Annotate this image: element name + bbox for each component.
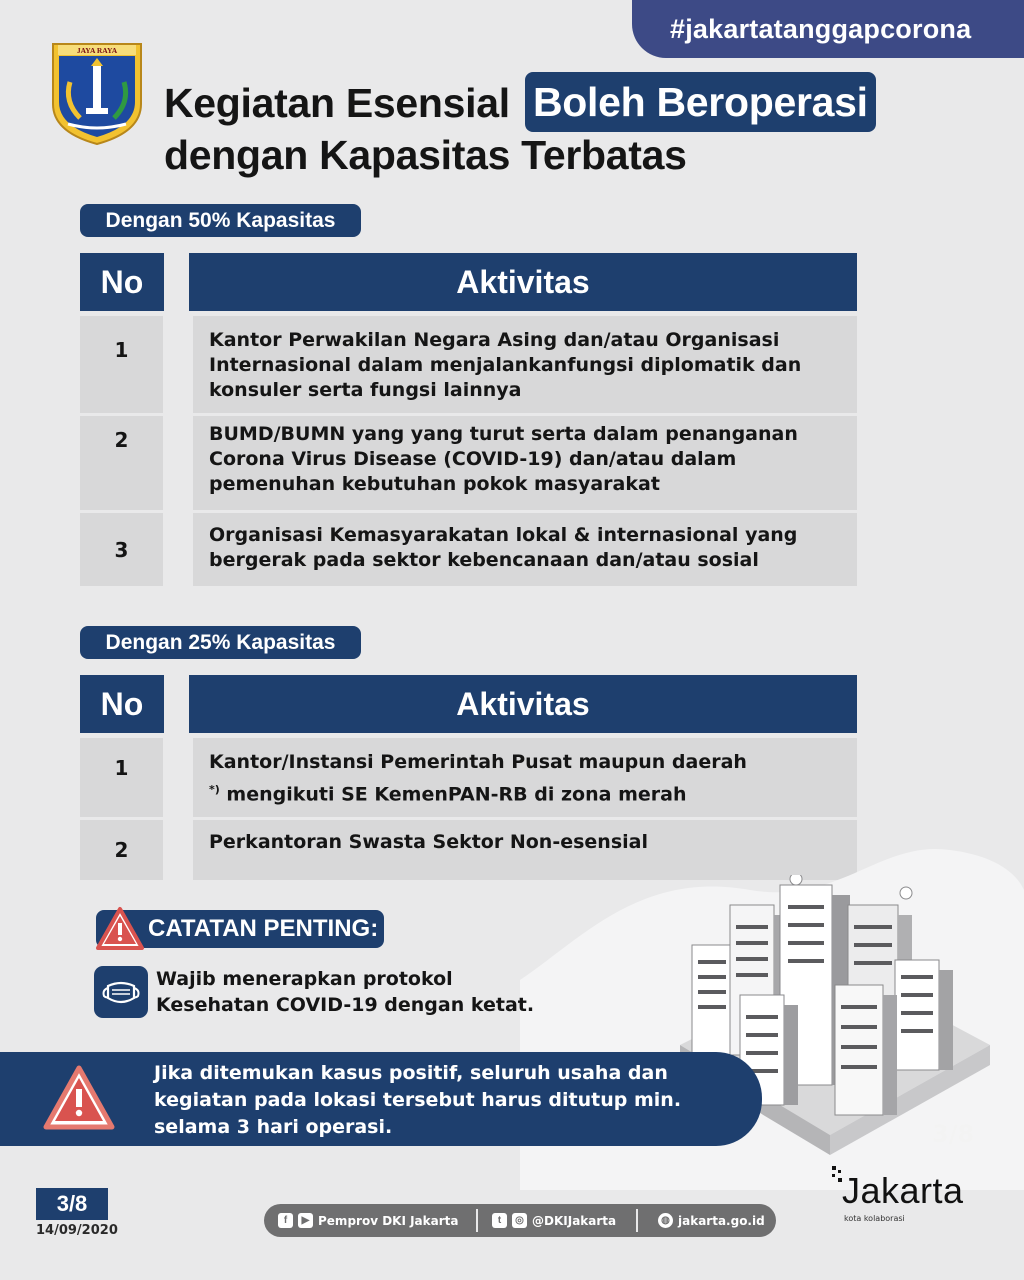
footer-twitter-instagram[interactable] [492, 1204, 616, 1237]
jakarta-wordmark: Jakarta [842, 1170, 964, 1211]
footer-facebook-youtube[interactable] [278, 1204, 458, 1237]
facebook-icon: f [278, 1213, 293, 1228]
footer-website-label: jakarta.go.id [678, 1213, 765, 1228]
jakarta-crest-logo [50, 42, 144, 146]
protokol-line2: Kesehatan COVID-19 dengan ketat. [156, 994, 535, 1016]
table25-header-no: No [80, 675, 164, 733]
crest-text: JAYA RAYA [76, 46, 118, 55]
youtube-icon: ▶ [298, 1213, 313, 1228]
warning-line1: Jika ditemukan kasus positif, seluruh usaha dan [154, 1062, 668, 1084]
table50-header-aktivitas: Aktivitas [189, 253, 857, 311]
table25-row2-no: 2 [80, 820, 163, 880]
table50-row2-line1: BUMD/BUMN yang yang turut serta dalam penanganan [209, 423, 798, 445]
table50-row3-aktivitas [193, 513, 857, 586]
table50-row3-line1: Organisasi Kemasyarakatan lokal & internasional yang [209, 524, 798, 546]
table25-row1-line1: Kantor/Instansi Pemerintah Pusat maupun daerah [209, 751, 747, 773]
footer-website[interactable] [658, 1204, 765, 1237]
table50-row2-no: 2 [80, 416, 163, 510]
footer-twitter-label: @DKIJakarta [532, 1213, 617, 1228]
protokol-line1: Wajib menerapkan protokol [156, 968, 453, 990]
table25-row1-aktivitas [193, 738, 857, 817]
table25-row1-line2: mengikuti SE KemenPAN-RB di zona merah [226, 783, 687, 806]
hashtag-tab: #jakartatanggapcorona [632, 0, 1024, 58]
footer-separator [476, 1209, 478, 1232]
illustration-page-watermark: 3/8 [932, 1120, 975, 1148]
section-25-label: Dengan 25% Kapasitas [80, 626, 361, 659]
page-title-line1: Kegiatan Esensial [164, 80, 510, 126]
face-mask-icon [94, 966, 148, 1018]
table25-header-aktivitas: Aktivitas [189, 675, 857, 733]
table50-row3-line2: bergerak pada sektor kebencanaan dan/atau sosial [209, 549, 759, 571]
table25-row1-note-mark: *) [209, 783, 220, 796]
twitter-icon: t [492, 1213, 507, 1228]
table50-row2-line2: Corona Virus Disease (COVID-19) dan/atau dalam [209, 448, 737, 470]
publish-date: 14/09/2020 [36, 1223, 118, 1238]
footer-social-bar [264, 1204, 776, 1237]
table50-row1-no: 1 [80, 316, 163, 413]
protokol-text [156, 966, 534, 1018]
table50-row2-line3: pemenuhan kebutuhan pokok masyarakat [209, 473, 660, 495]
footer-facebook-label: Pemprov DKI Jakarta [318, 1213, 459, 1228]
table50-row1-line2: Internasional dalam menjalankanfungsi diplomatik dan [209, 354, 802, 376]
jakarta-tagline: kota kolaborasi [844, 1214, 905, 1223]
section-50-label: Dengan 50% Kapasitas [80, 204, 361, 237]
table50-row2-aktivitas [193, 416, 857, 510]
page-title-line2: dengan Kapasitas Terbatas [164, 132, 687, 178]
catatan-penting-label: CATATAN PENTING: [96, 910, 384, 948]
table50-row3-no: 3 [80, 513, 163, 586]
table25-row1-no: 1 [80, 738, 163, 817]
warning-icon [95, 906, 145, 952]
table25-row1-line2-wrap [209, 776, 841, 808]
globe-icon: ◍ [658, 1213, 673, 1228]
title-badge: Boleh Beroperasi [525, 72, 876, 132]
table50-row1-line3: konsuler serta fungsi lainnya [209, 379, 522, 401]
warning-line3: selama 3 hari operasi. [154, 1116, 393, 1138]
footer-separator [636, 1209, 638, 1232]
warning-text [154, 1060, 754, 1141]
table50-row1-line1: Kantor Perwakilan Negara Asing dan/atau Organisasi [209, 329, 780, 351]
page-indicator: 3/8 [36, 1188, 108, 1220]
table50-header-no: No [80, 253, 164, 311]
instagram-icon: ◎ [512, 1213, 527, 1228]
table50-row1-aktivitas [193, 316, 857, 413]
table25-row2-line1: Perkantoran Swasta Sektor Non-esensial [209, 831, 648, 853]
warning-line2: kegiatan pada lokasi tersebut harus ditutup min. [154, 1089, 682, 1111]
warning-icon-large [42, 1064, 116, 1132]
